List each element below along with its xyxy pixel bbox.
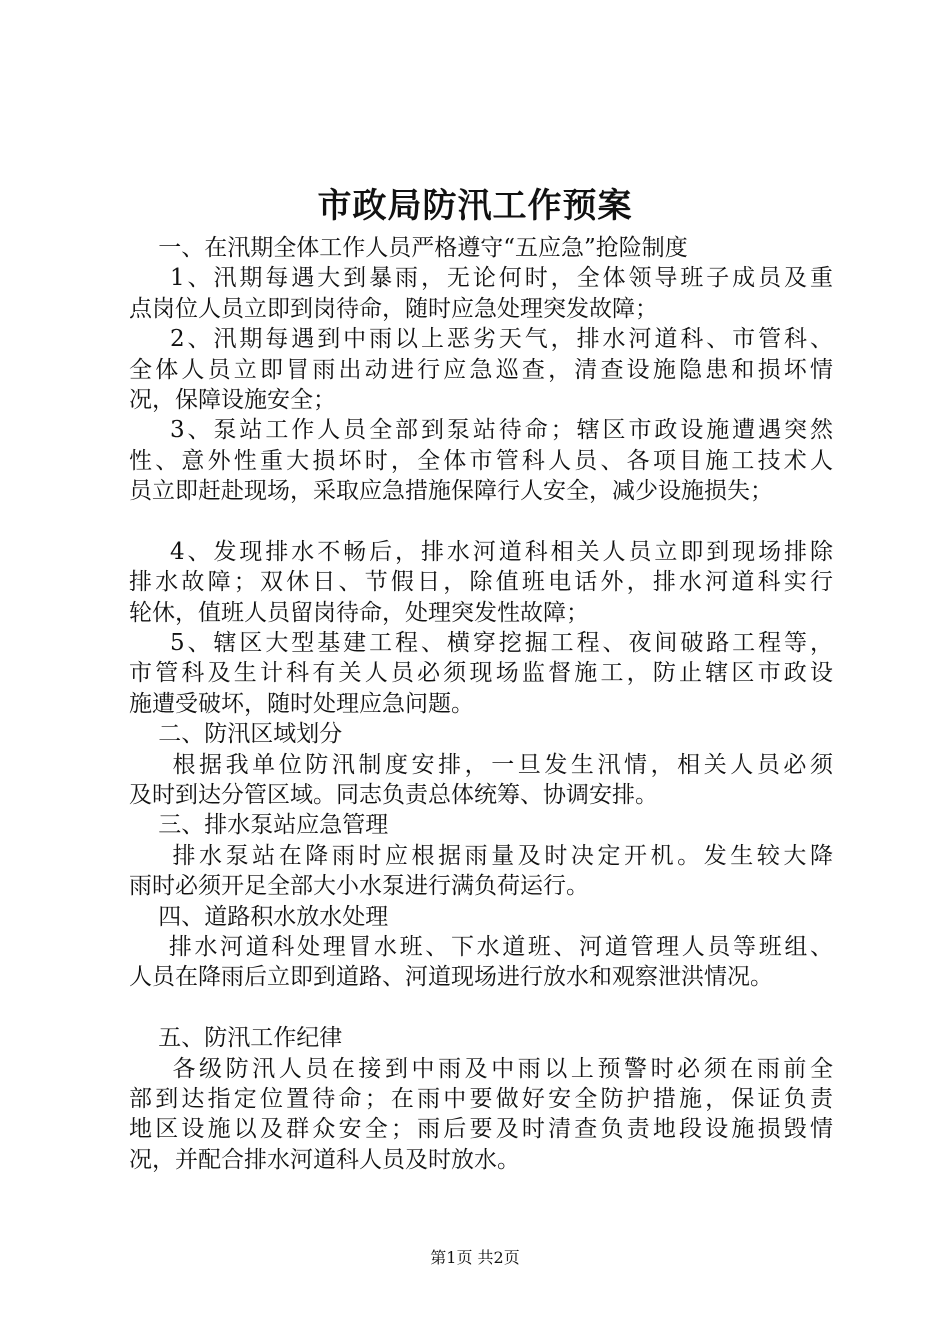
text-line: 四、道路积水放水处理 [129,903,389,930]
text-line: 3、泵站工作人员全部到泵站待命；辖区市政设施遭遇突然 [129,417,833,444]
page-footer: 第1页 共2页 [430,1248,520,1267]
document-title: 市政局防汛工作预案 [317,186,633,226]
text-line: 4、发现排水不畅后，排水河道科相关人员立即到现场排除 [129,538,833,565]
text-line: 排水泵站在降雨时应根据雨量及时决定开机。发生较大降 [129,842,833,869]
text-line: 二、防汛区域划分 [129,721,343,748]
text-line: 性、意外性重大损坏时，全体市管科人员、各项目施工技术人 [129,447,833,474]
text-line: 五、防汛工作纪律 [129,1025,343,1052]
text-line: 轮休，值班人员留岗待命，处理突发性故障； [129,599,589,626]
text-line: 全体人员立即冒雨出动进行应急巡查，清查设施隐患和损坏情 [129,356,833,383]
text-line: 况，并配合排水河道科人员及时放水。 [129,1146,520,1173]
document-body [129,233,833,1175]
text-line: 及时到达分管区域。同志负责总体统筹、协调安排。 [129,782,658,809]
text-line: 市管科及生计科有关人员必须现场监督施工，防止辖区市政设 [129,660,833,687]
text-line: 根据我单位防汛制度安排，一旦发生汛情，相关人员必须 [129,751,833,778]
text-line: 雨时必须开足全部大小水泵进行满负荷运行。 [129,873,589,900]
blank-line [129,993,833,1023]
text-line: 三、排水泵站应急管理 [129,812,389,839]
text-line: 地区设施以及群众安全；雨后要及时清查负责地段设施损毁情 [129,1116,833,1143]
text-line: 一、在汛期全体工作人员严格遵守“五应急”抢险制度 [129,235,688,261]
text-line: 2、汛期每遇到中雨以上恶劣天气，排水河道科、市管科、 [129,326,833,353]
text-line: 1、汛期每遇大到暴雨，无论何时，全体领导班子成员及重 [129,265,833,292]
text-line: 员立即赶赴现场，采取应急措施保障行人安全，减少设施损失； [129,478,773,505]
text-line: 5、辖区大型基建工程、横穿挖掘工程、夜间破路工程等， [129,630,833,657]
text-line: 人员在降雨后立即到道路、河道现场进行放水和观察泄洪情况。 [129,964,773,991]
text-line: 排水故障；双休日、节假日，除值班电话外，排水河道科实行 [129,569,833,596]
text-line: 点岗位人员立即到岗待命，随时应急处理突发故障； [129,295,658,322]
text-line: 部到达指定位置待命；在雨中要做好安全防护措施，保证负责 [129,1085,833,1112]
blank-line [129,507,833,537]
text-line: 排水河道科处理冒水班、下水道班、河道管理人员等班组、 [129,933,833,960]
text-line: 各级防汛人员在接到中雨及中雨以上预警时必须在雨前全 [129,1055,833,1082]
text-line: 施遭受破坏，随时处理应急问题。 [129,690,474,717]
text-line: 况，保障设施安全； [129,386,336,413]
